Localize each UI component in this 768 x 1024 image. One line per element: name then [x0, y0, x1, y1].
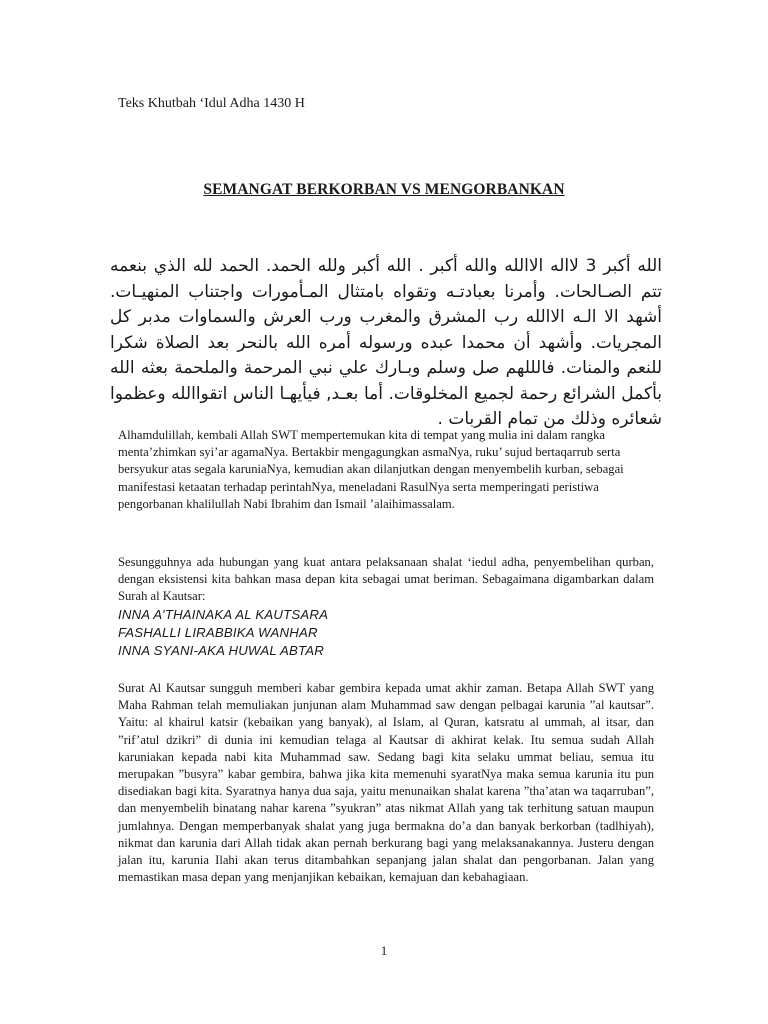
paragraph-3-text: Surat Al Kautsar sungguh memberi kabar gembira kepada umat akhir zaman. Betapa Allah SWT yang Maha Rahman telah memuliakan junjunan alam Muhammad saw dengan pelbagai karunia ”al kautsar”. Yaitu: al khairul katsir (kebaikan yang banyak), al Islam, al Quran, katsratu al ummah, al itsar, dan ”rif’atul dzikri” di dunia ini kemudian telaga al Kautsar di akhirat kelak. Itu semua sudah Allah karuniakan kepada nabi kita Muhammad saw. Sedang bagi kita selaku ummat beliau, semua itu merupakan ”busyra” kabar gembira, bahwa jika kita memenuhi syaratNya maka semua karunia itu pun disediakan bagi kita. Syaratnya hanya dua saja, yaitu menunaikan shalat karena ”tha’atan wa taqarruban”, dan menyembelih binatang nahar karena ”syukran” atas nikmat Allah yang tak terhitung satuan maupun jumlahnya. Dengan memperbanyak shalat yang juga bermakna do’a dan banyak berkorban (tadlhiyah), nikmat dan karunia dari Allah tidak akan pernah berkurang bagi yang melaksanakannya. Justeru dengan jalan itu, karunia Ilahi akan terus ditambahkan sepanjang jalan shalat dan pengorbanan. Jalan yang memastikan masa depan yang menjanjikan kebaikan, kemajuan dan kebahagiaan.	[118, 681, 654, 885]
verse-line-2: FASHALLI LIRABBIKA WANHAR	[118, 624, 318, 640]
arabic-opening	[110, 254, 662, 433]
document-title: SEMANGAT BERKORBAN VS MENGORBANKAN	[203, 181, 565, 198]
paragraph-3	[118, 680, 654, 886]
paragraph-2-text: Sesungguhnya ada hubungan yang kuat antara pelaksanaan shalat ‘iedul adha, penyembelihan qurban, dengan eksistensi kita bahkan masa depan kita sebagai umat beriman. Sebagaimana digambarkan dalam Surah al Kautsar:	[118, 555, 654, 604]
page-number: 1	[380, 943, 388, 958]
arabic-opening-text: الله أكبر 3 لااله الاالله والله أكبر . الله أكبر ولله الحمد. الحمد لله الذي بنعمه تتم الصـالحات. وأمرنا بعبادتـه وتقواه بامتثال المـأمورات واجتناب المنهيـات. أشهد الا الـه الاالله رب المشرق والمغرب ورب العرش والسماوات مدبر كل المجريات. وأشهد أن محمدا عبده ورسوله أمره الله بالنحر بعد الصلاة شكرا للنعم والمنات. فالللهم صل وسلم وبـارك علي نبي المرحمة والملحمة بعثه الله بأكمل الشرائع رحمة لجميع المخلوقات. أما بعـد, فيأيهـا الناس اتقواالله وعظموا شعائره وذلك من تمام القربات .	[110, 256, 662, 429]
document-header: Teks Khutbah ‘Idul Adha 1430 H	[118, 96, 305, 111]
verse-line-1: INNA A’THAINAKA AL KAUTSARA	[118, 606, 329, 622]
verse-line-3: INNA SYANI-AKA HUWAL ABTAR	[118, 642, 324, 658]
paragraph-1	[118, 427, 654, 513]
paragraph-2	[118, 554, 654, 660]
paragraph-1-text: Alhamdulillah, kembali Allah SWT mempertemukan kita di tempat yang mulia ini dalam rangka menta’zhimkan syi’ar agamaNya. Bertakbir mengagungkan asmaNya, ruku’ sujud bertaqarrub serta bersyukur atas segala karuniaNya, kemudian akan dilanjutkan dengan menyembelih kurban, sebagai manifestasi ketaatan terhadap perintahNya, meneladani RasulNya serta memperingati peristiwa pengorbanan khalilullah Nabi Ibrahim dan Ismail ’alaihimassalam.	[118, 428, 624, 511]
